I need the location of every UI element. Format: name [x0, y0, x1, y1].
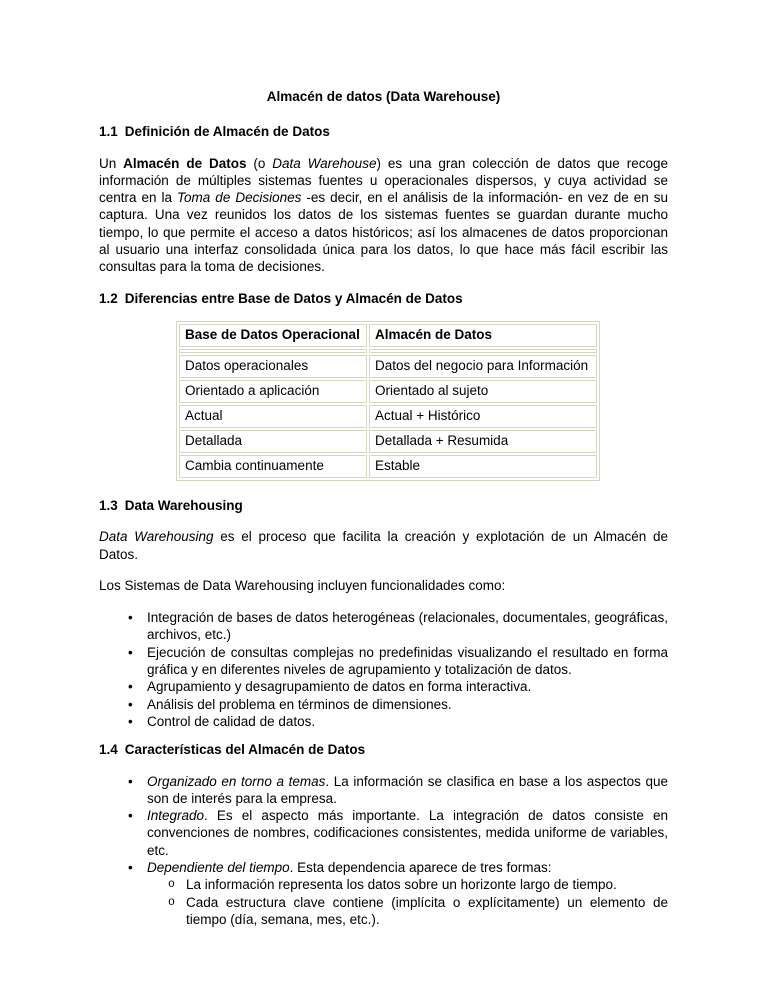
- list-item: [99, 696, 668, 713]
- table-spacer-cell: [369, 349, 597, 353]
- list-item: [99, 609, 668, 644]
- text-run: (o: [246, 155, 273, 171]
- table-header-row: [179, 324, 597, 347]
- list-item: [99, 859, 668, 876]
- table-spacer-cell: [179, 349, 367, 353]
- bullet-icon: •: [128, 808, 133, 824]
- table-row: [179, 405, 597, 428]
- table-cell: Estable: [369, 455, 597, 478]
- list-item-lead-italic: Organizado en torno a temas: [147, 773, 326, 789]
- list-item-text: . Es el aspecto más importante. La integración de datos consiste en convenciones de nombres, codificaciones consistentes, medida uniforme de variables, etc.: [147, 808, 668, 858]
- table-row: [179, 355, 597, 378]
- bullet-icon: •: [128, 644, 133, 660]
- comparison-table: [176, 321, 600, 481]
- text-run: es el proceso que facilita la creación y explotación de un Almacén de Datos.: [99, 529, 668, 562]
- text-run-italic: Toma de Decisiones: [177, 190, 302, 206]
- table-cell: Cambia continuamente: [179, 455, 367, 478]
- list-item-lead-italic: Integrado: [147, 808, 205, 824]
- table-row: [179, 430, 597, 453]
- text-run-bold: Almacén de Datos: [123, 155, 247, 171]
- bullet-list-characteristics: [99, 773, 668, 929]
- text-run: Un: [99, 155, 124, 171]
- table-header-cell: Base de Datos Operacional: [179, 324, 367, 347]
- paragraph-definition: [99, 155, 668, 276]
- table-row: [179, 380, 597, 403]
- list-item: [99, 678, 668, 695]
- list-item-text: La información representa los datos sobre un horizonte largo de tiempo.: [186, 877, 617, 893]
- table-spacer-row: [179, 349, 597, 353]
- list-item-text: Análisis del problema en términos de dimensiones.: [147, 696, 452, 712]
- section-heading-1-2: [99, 290, 668, 307]
- list-item-text: Control de calidad de datos.: [147, 713, 316, 729]
- text-run: -es decir, en el análisis de la información- en vez de en su captura. Una vez reunidos los datos de los sistemas fuentes se guardan durante mucho tiempo, lo que permite el acceso a datos históricos; así los almacenes de datos proporcionan al usuario una interfaz consolidada única para los datos, lo que hace más fácil escribir las consultas para la toma de decisiones.: [99, 190, 668, 275]
- text-run: ) es una gran colección de datos que recoge información de múltiples sistemas fuentes u operacionales dispersos, y cuya actividad se centra en la: [99, 155, 668, 206]
- section-heading-1-3: [99, 497, 668, 514]
- table-header-cell: Almacén de Datos: [369, 324, 597, 347]
- section-number: 1.1: [99, 124, 118, 140]
- bullet-icon: •: [128, 696, 133, 712]
- bullet-icon: •: [128, 773, 133, 789]
- sub-list-item: [99, 894, 668, 929]
- list-item-lead-italic: Dependiente del tiempo: [147, 860, 290, 876]
- section-heading-text: Diferencias entre Base de Datos y Almacén de Datos: [124, 290, 463, 306]
- bullet-icon: •: [128, 679, 133, 695]
- list-item: [99, 807, 668, 859]
- table-row: [179, 455, 597, 478]
- section-heading-text: Características del Almacén de Datos: [124, 742, 366, 758]
- table-cell: Orientado a aplicación: [179, 380, 367, 403]
- table-cell: Datos operacionales: [179, 355, 367, 378]
- section-number: 1.3: [99, 497, 118, 513]
- sub-bullet-icon: o: [168, 878, 175, 892]
- paragraph-warehousing: [99, 528, 668, 563]
- table-cell: Actual: [179, 405, 367, 428]
- bullet-icon: •: [128, 860, 133, 876]
- table-cell: Detallada + Resumida: [369, 430, 597, 453]
- list-item-text: Integración de bases de datos heterogéneas (relacionales, documentales, geográficas, archivos, etc.): [147, 610, 668, 643]
- page-title: Almacén de datos (Data Warehouse): [266, 89, 501, 104]
- text-run-italic: Data Warehousing: [99, 529, 214, 545]
- list-item: [99, 644, 668, 679]
- sub-list-item: [99, 876, 668, 893]
- list-item-text: Agrupamiento y desagrupamiento de datos en forma interactiva.: [147, 679, 532, 695]
- bullet-icon: •: [128, 610, 133, 626]
- section-heading-1-1: [99, 123, 668, 140]
- bullet-list-functionality: [99, 609, 668, 730]
- list-item: [99, 713, 668, 730]
- list-item-text: Cada estructura clave contiene (implícita o explícitamente) un elemento de tiempo (día, semana, mes, etc.).: [186, 894, 668, 927]
- table-cell: Orientado al sujeto: [369, 380, 597, 403]
- list-item-text: Ejecución de consultas complejas no predefinidas visualizando el resultado en forma gráfica y en diferentes niveles de agrupamiento y totalización de datos.: [147, 644, 668, 678]
- bullet-icon: •: [128, 713, 133, 729]
- paragraph-intro-list: Los Sistemas de Data Warehousing incluyen funcionalidades como:: [99, 577, 506, 593]
- list-item-text: . La información se clasifica en base a los aspectos que son de interés para la empresa.: [147, 773, 668, 806]
- sub-bullet-icon: o: [168, 895, 175, 909]
- list-item: [99, 773, 668, 808]
- section-number: 1.2: [99, 290, 118, 306]
- section-heading-1-4: [99, 741, 668, 758]
- section-heading-text: Definición de Almacén de Datos: [124, 124, 330, 140]
- table-cell: Datos del negocio para Información: [369, 355, 597, 378]
- text-run-italic: Data Warehouse: [272, 155, 377, 171]
- section-number: 1.4: [99, 742, 118, 758]
- table-cell: Actual + Histórico: [369, 405, 597, 428]
- list-item-text: . Esta dependencia aparece de tres formas:: [289, 860, 552, 876]
- section-heading-text: Data Warehousing: [124, 497, 243, 513]
- table-cell: Detallada: [179, 430, 367, 453]
